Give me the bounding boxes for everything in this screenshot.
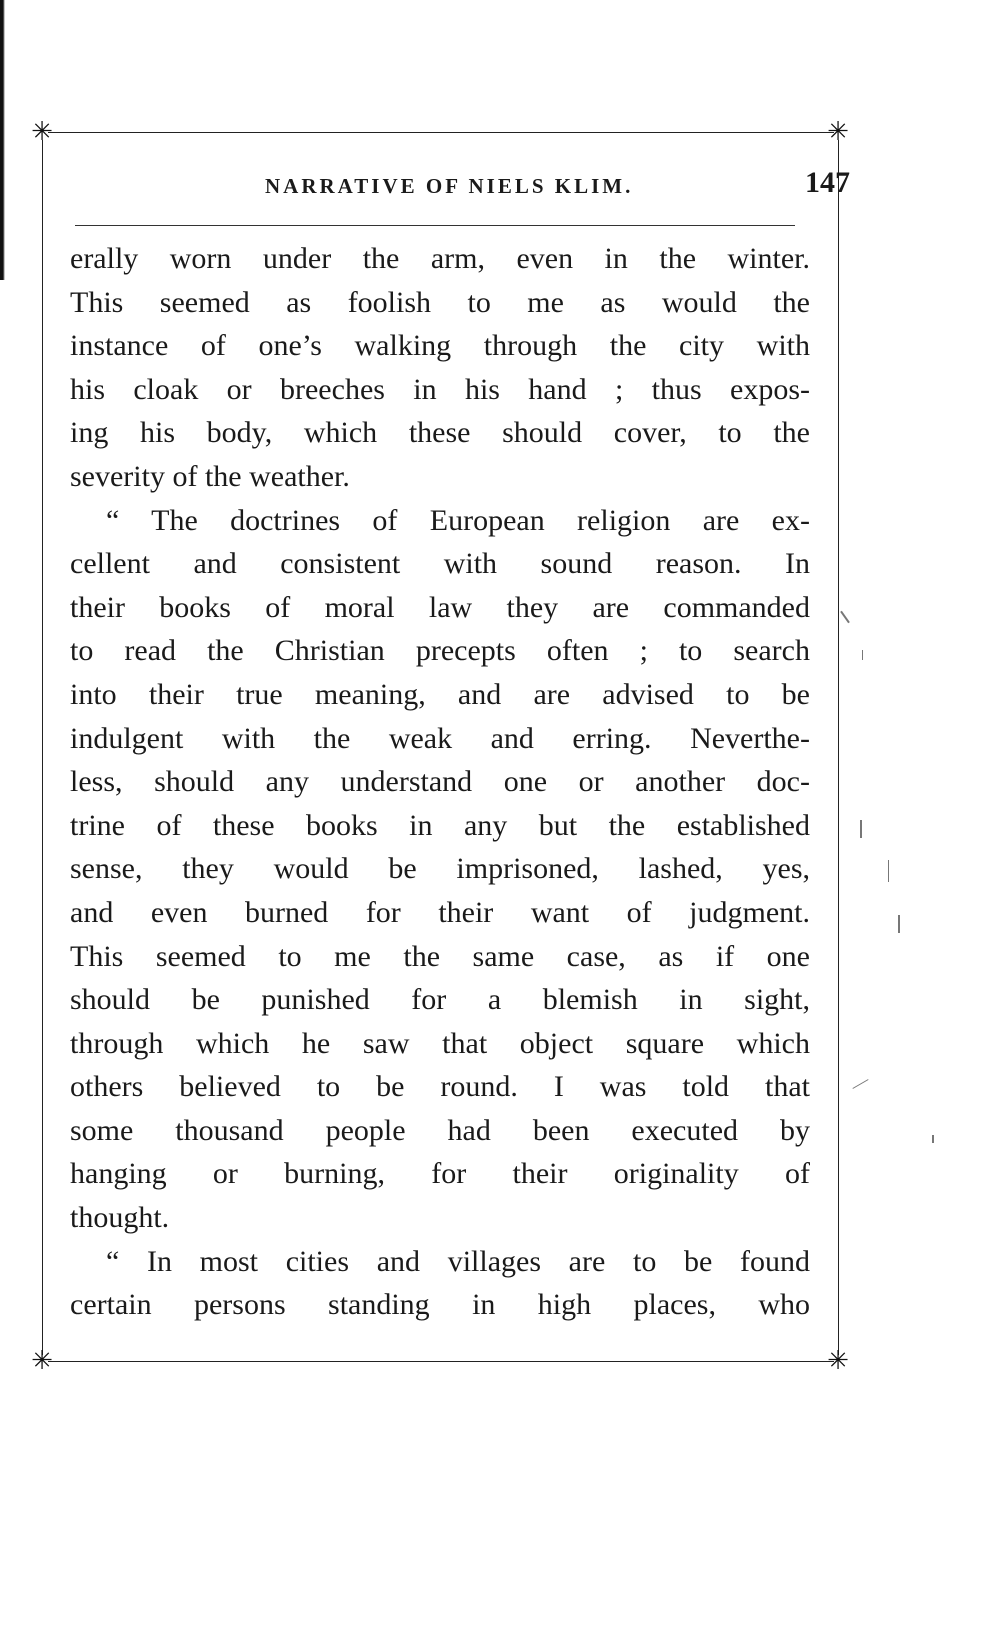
frame-left-rule (42, 140, 43, 1355)
text-line: This seemed as foolish to me as would the (70, 285, 810, 319)
text-line: less, should any understand one or another doc- (70, 765, 810, 799)
text-line: into their true meaning, and are advised to be (70, 677, 810, 711)
corner-ornament-icon: ✳ (31, 1346, 53, 1376)
scan-speck (932, 1135, 934, 1143)
text-line: cellent and consistent with sound reason. In (70, 547, 810, 581)
frame-bottom-rule (48, 1361, 834, 1362)
running-title: NARRATIVE OF NIELS KLIM. (265, 174, 634, 198)
running-header (70, 166, 850, 206)
text-line: some thousand people had been executed by (70, 1113, 810, 1147)
text-line: their books of moral law they are commanded (70, 590, 810, 624)
text-line: erally worn under the arm, even in the winter. (70, 242, 810, 275)
text-line: to read the Christian precepts often ; to search (70, 634, 810, 668)
text-line: should be punished for a blemish in sight, (70, 983, 810, 1017)
text-line: certain persons standing in high places, who (70, 1288, 810, 1322)
scan-speck (888, 860, 889, 882)
text-line: ing his body, which these should cover, to the (70, 416, 810, 450)
text-line: “ The doctrines of European religion are ex- (106, 503, 810, 537)
frame-right-rule (838, 140, 839, 1355)
body-text (70, 237, 810, 1327)
text-line: thought. (70, 1201, 170, 1235)
text-line: and even burned for their want of judgment. (70, 895, 810, 929)
text-line: others believed to be round. I was told that (70, 1070, 810, 1104)
page-number: 147 (805, 166, 850, 199)
frame-top-rule (48, 132, 834, 133)
corner-ornament-icon: ✳ (827, 117, 849, 147)
scan-speck (860, 820, 862, 838)
text-line: indulgent with the weak and erring. Neverthe- (70, 721, 810, 755)
scan-speck (898, 915, 900, 933)
scan-speck (852, 1079, 868, 1089)
scan-specks (840, 590, 940, 1240)
scan-speck (862, 650, 863, 660)
corner-ornament-icon: ✳ (827, 1346, 849, 1376)
scan-speck (840, 611, 850, 624)
text-line: severity of the weather. (70, 459, 350, 493)
text-line: trine of these books in any but the established (70, 808, 810, 842)
header-rule (75, 225, 795, 226)
text-line: sense, they would be imprisoned, lashed, yes, (70, 852, 810, 886)
binding-edge (0, 0, 5, 280)
text-line: through which he saw that object square which (70, 1026, 810, 1060)
text-line: hanging or burning, for their originality of (70, 1157, 810, 1191)
corner-ornament-icon: ✳ (31, 117, 53, 147)
text-line: This seemed to me the same case, as if one (70, 939, 810, 973)
text-line: instance of one’s walking through the city with (70, 329, 810, 363)
text-line: “ In most cities and villages are to be found (106, 1244, 810, 1278)
text-line: his cloak or breeches in his hand ; thus expos- (70, 372, 810, 406)
